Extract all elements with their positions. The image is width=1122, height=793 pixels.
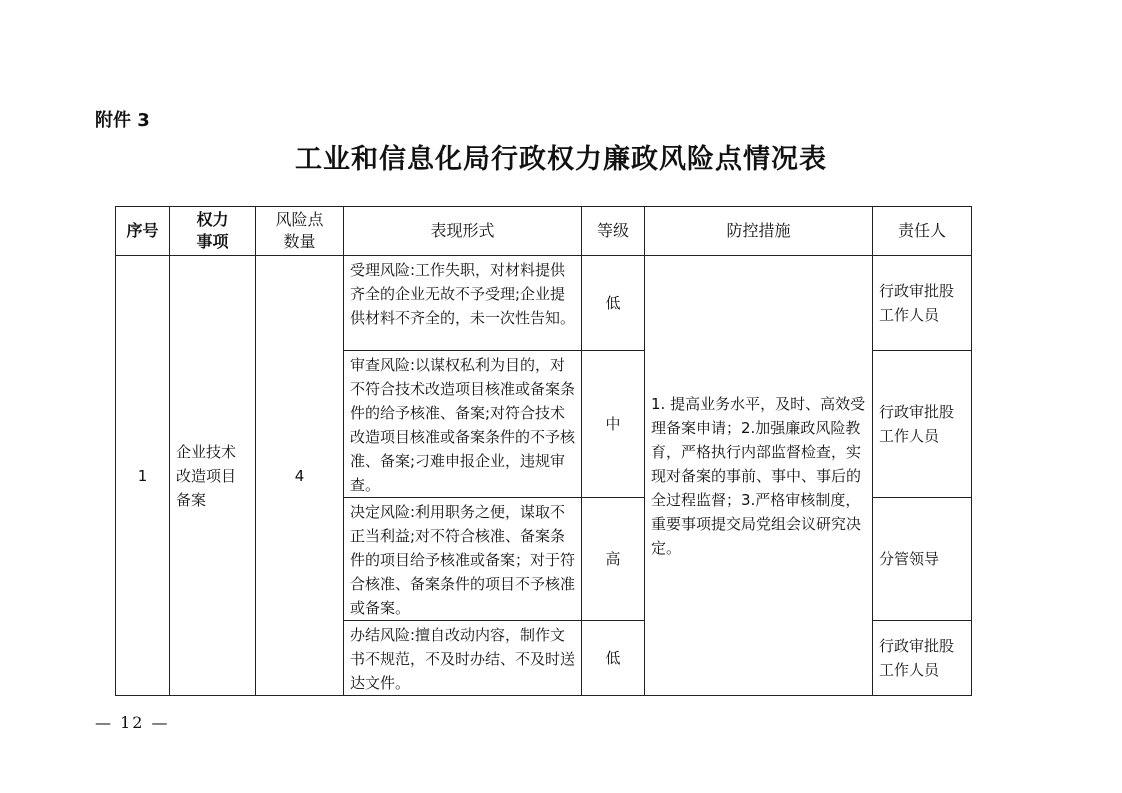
table-header-row [116,207,972,256]
header-seq: 序号 [116,207,170,256]
responsible-person: 分管领导 [873,498,972,621]
risk-level: 中 [582,351,645,498]
row-power-item: 企业技术改造项目备案 [170,256,256,696]
risk-description: 审查风险:以谋权私利为目的，对不符合技术改造项目核准或备案条件的给予核准、备案;对符合技术改造项目核准或备案条件的不予核准、备案;刁难申报企业，违规审查。 [344,351,582,498]
table-row [116,256,972,351]
risk-level: 低 [582,621,645,696]
responsible-person: 行政审批股工作人员 [873,256,972,351]
header-measures: 防控措施 [645,207,873,256]
page-number: — 12 — [95,713,170,732]
risk-table [115,206,972,696]
prevention-measures: 1. 提高业务水平，及时、高效受理备案申请；2.加强廉政风险教育，严格执行内部监督检查，实现对备案的事前、事中、事后的全过程监督；3.严格审核制度，重要事项提交局党组会议研究决定。 [645,256,873,696]
header-power-item: 权力 事项 [170,207,256,256]
responsible-person: 行政审批股工作人员 [873,621,972,696]
risk-level: 低 [582,256,645,351]
risk-description: 办结风险:擅自改动内容，制作文书不规范，不及时办结、不及时送达文件。 [344,621,582,696]
row-seq: 1 [116,256,170,696]
document-title: 工业和信息化局行政权力廉政风险点情况表 [295,144,827,175]
header-risk-count: 风险点 数量 [256,207,344,256]
risk-level: 高 [582,498,645,621]
header-level: 等级 [582,207,645,256]
responsible-person: 行政审批股工作人员 [873,351,972,498]
header-responsible: 责任人 [873,207,972,256]
row-risk-count: 4 [256,256,344,696]
risk-description: 决定风险:利用职务之便，谋取不正当利益;对不符合核准、备案条件的项目给予核准或备案；对于符合核准、备案条件的项目不予核准或备案。 [344,498,582,621]
attachment-label: 附件 3 [95,110,150,131]
risk-description: 受理风险:工作失职，对材料提供齐全的企业无故不予受理;企业提供材料不齐全的，未一次性告知。 [344,256,582,351]
header-manifestation: 表现形式 [344,207,582,256]
